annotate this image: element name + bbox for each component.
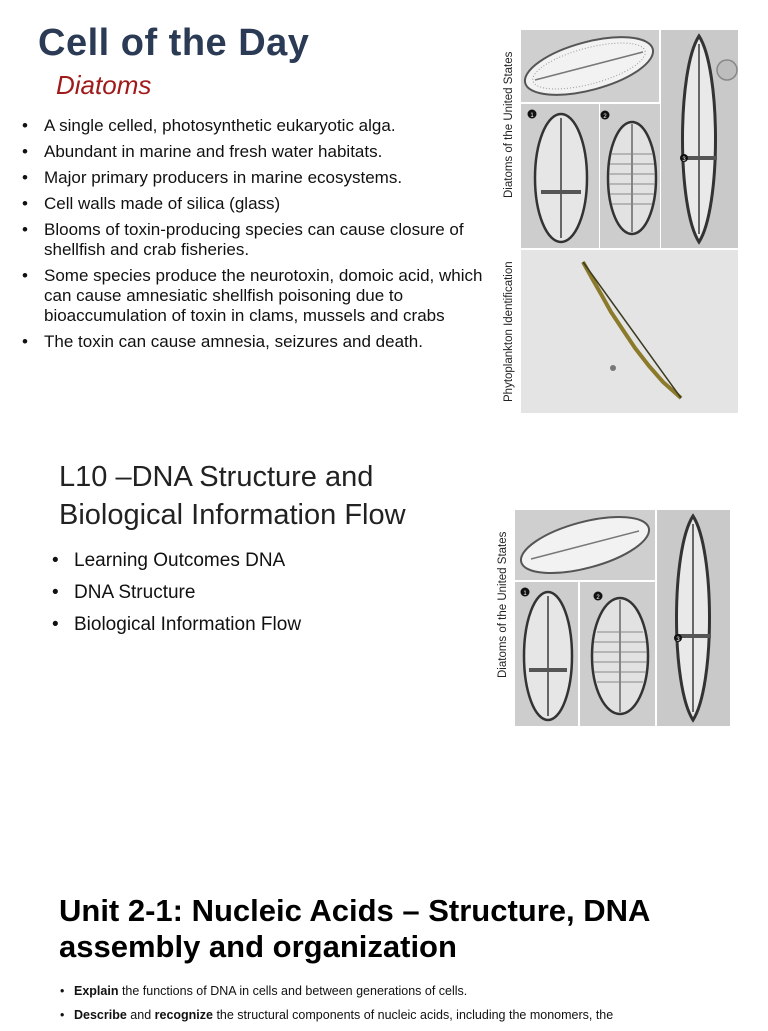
bullet-item: • DNA Structure (50, 581, 480, 605)
bullet-item: • Some species produce the neurotoxin, domoic acid, which can cause amnesiatic shellfish poisoning due to bioaccumulation of toxin in clams, mussels and crabs (20, 266, 510, 326)
image-caption-phytoplankton: Phytoplankton Identification (503, 261, 515, 403)
diatom-photo-elongated (661, 30, 738, 248)
bullet-item (58, 1007, 748, 1023)
bullet-item (58, 983, 748, 999)
pseudo-nitzschia-photo (521, 250, 738, 413)
marker-2: 2 (603, 114, 607, 120)
diatom-photo-small-1 (515, 582, 578, 726)
bullet-item: • Learning Outcomes DNA (50, 549, 480, 573)
marker-1: 1 (530, 113, 534, 119)
slide1-bullet-list (20, 116, 510, 358)
bullet-text: and (126, 1008, 155, 1022)
diatom-photo-small-2 (600, 104, 660, 248)
bullet-item: • Biological Information Flow (50, 613, 480, 637)
bullet-keyword: Explain (74, 984, 119, 998)
marker-3: 3 (682, 157, 686, 163)
slide2-bullet-list (50, 549, 480, 645)
slide1-subtitle: Diatoms (56, 70, 152, 100)
diatom-photo-small-2 (580, 582, 655, 726)
bullet-keyword: recognize (154, 1008, 213, 1022)
marker-2: 2 (596, 595, 600, 601)
diatom-photo-elongated (657, 510, 730, 726)
bullet-item: • Major primary producers in marine ecosystems. (20, 168, 510, 188)
bullet-item: • Blooms of toxin-producing species can cause closure of shellfish and crab fisheries. (20, 220, 510, 260)
marker-1: 1 (523, 591, 527, 597)
bullet-text: the structural components of nucleic acids, including the monomers, the (212, 1008, 614, 1022)
diatom-photo-small-1 (521, 104, 599, 248)
slide2-title: L10 –DNA Structure and Biological Information Flow (59, 461, 406, 531)
bullet-item: • A single celled, photosynthetic eukaryotic alga. (20, 116, 510, 136)
bullet-keyword: Describe (74, 1008, 127, 1022)
bullet-item: • Abundant in marine and fresh water habitats. (20, 142, 510, 162)
bullet-item: • The toxin can cause amnesia, seizures and death. (20, 332, 510, 352)
image-caption-diatoms: Diatoms of the United States (503, 51, 515, 199)
image-caption-diatoms: Diatoms of the United States (497, 531, 509, 679)
slide3-title: Unit 2-1: Nucleic Acids – Structure, DNA assembly and organization (59, 893, 650, 964)
diatom-photo-pennate (521, 30, 659, 102)
slide1-title: Cell of the Day (38, 22, 310, 64)
diatom-photo-pennate (515, 510, 655, 580)
bullet-item: • Cell walls made of silica (glass) (20, 194, 510, 214)
bullet-text: the functions of DNA in cells and between generations of cells. (118, 984, 468, 998)
marker-3: 3 (676, 637, 680, 643)
